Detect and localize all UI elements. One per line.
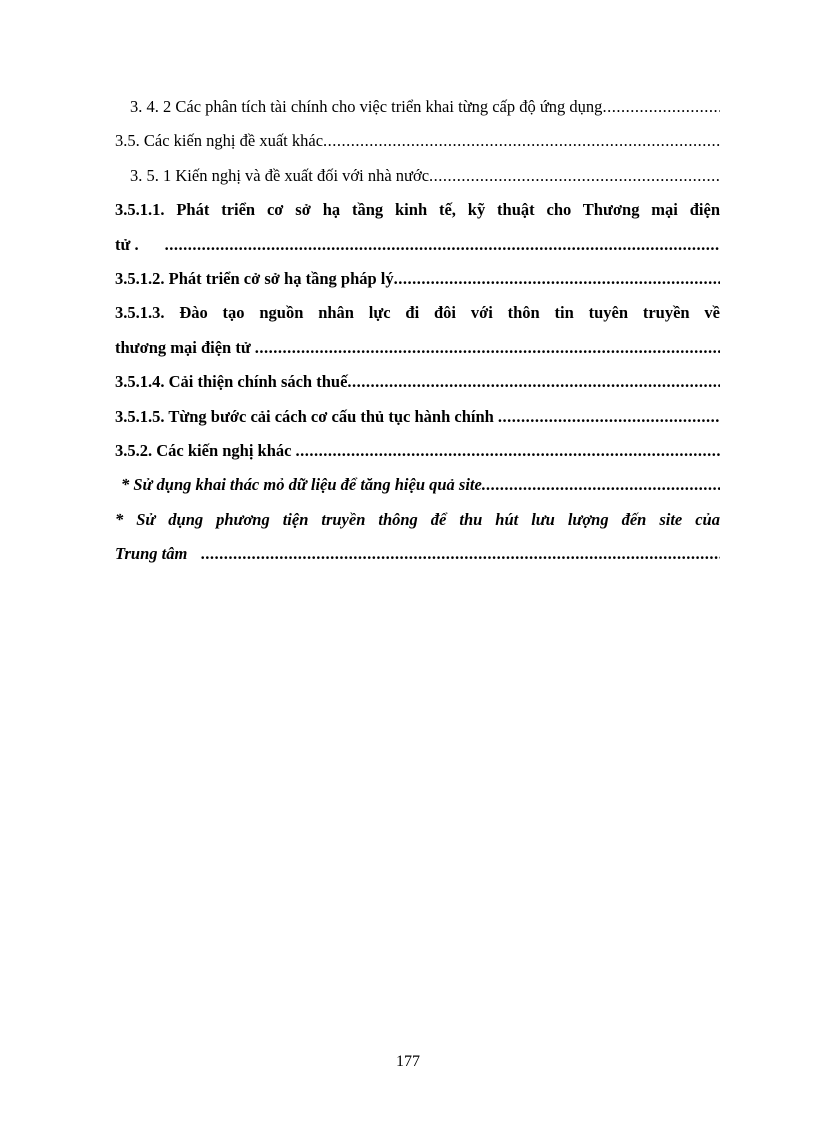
toc-entry-label: thương mại điện tử [115,337,251,357]
toc-entry-label: 3.5.2. Các kiến nghị khác [115,440,292,460]
dot-leader [201,537,720,571]
toc-entry-label: 3.5.1.3. Đào tạo nguồn nhân lực đi đôi với thôn tin tuyên truyền về [115,303,720,323]
dot-leader [347,365,720,399]
toc-entry-label: 3. 4. 2 Các phân tích tài chính cho việc triển khai từng cấp độ ứng dụng [130,97,603,116]
dot-leader [323,124,720,158]
dot-leader [394,262,720,296]
toc-entry-media-line2[interactable] [115,537,720,571]
toc-entry-3-5-1-3-line2[interactable] [115,331,720,365]
toc-entry-label: * Sử dụng khai thác mỏ dữ liệu để tăng hiệu quả site [121,475,482,495]
toc-entry-media-line1[interactable] [115,503,720,537]
toc-entry-3-5-1-3-line1[interactable] [115,296,720,330]
toc-entry-label: tử . [115,234,139,254]
toc-entry-label: 3.5. Các kiến nghị đề xuất khác [115,131,324,151]
dot-leader [165,228,720,262]
toc-entry-label: * Sử dụng phương tiện truyền thông để thu hút lưu lượng đến site của [115,509,720,529]
toc-entry-3-4-2[interactable] [115,90,720,124]
toc-entry-label: Trung tâm [115,544,188,564]
dot-leader [602,90,720,124]
toc-entry-3-5-1-1-line2[interactable] [115,228,720,262]
toc-entry-label: 3.5.1.5. Từng bước cải cách cơ cấu thủ tục hành chính [115,406,494,426]
toc-entry-label: 3.5.1.4. Cải thiện chính sách thuế [115,372,348,392]
toc-entry-3-5-1[interactable] [115,159,720,193]
table-of-contents [115,90,720,571]
page-number: 177 [396,1053,420,1070]
dot-leader [255,331,720,365]
toc-entry-label: 3.5.1.1. Phát triển cơ sở hạ tầng kinh tế, kỹ thuật cho Thương mại điện [115,200,720,220]
toc-entry-label: 3. 5. 1 Kiến nghị và đề xuất đối với nhà nước [130,165,430,185]
toc-entry-3-5-2[interactable] [115,434,720,468]
toc-entry-3-5[interactable] [115,124,720,158]
toc-entry-label: 3.5.1.2. Phát triển cở sở hạ tầng pháp lý [115,268,394,288]
toc-entry-3-5-1-2[interactable] [115,262,720,296]
toc-entry-data-mining[interactable] [115,468,720,502]
dot-leader [429,159,720,193]
dot-leader [482,468,720,502]
dot-leader [296,434,721,468]
toc-entry-3-5-1-4[interactable] [115,365,720,399]
toc-entry-3-5-1-5[interactable] [115,400,720,434]
toc-entry-3-5-1-1-line1[interactable] [115,193,720,227]
dot-leader [498,400,720,434]
